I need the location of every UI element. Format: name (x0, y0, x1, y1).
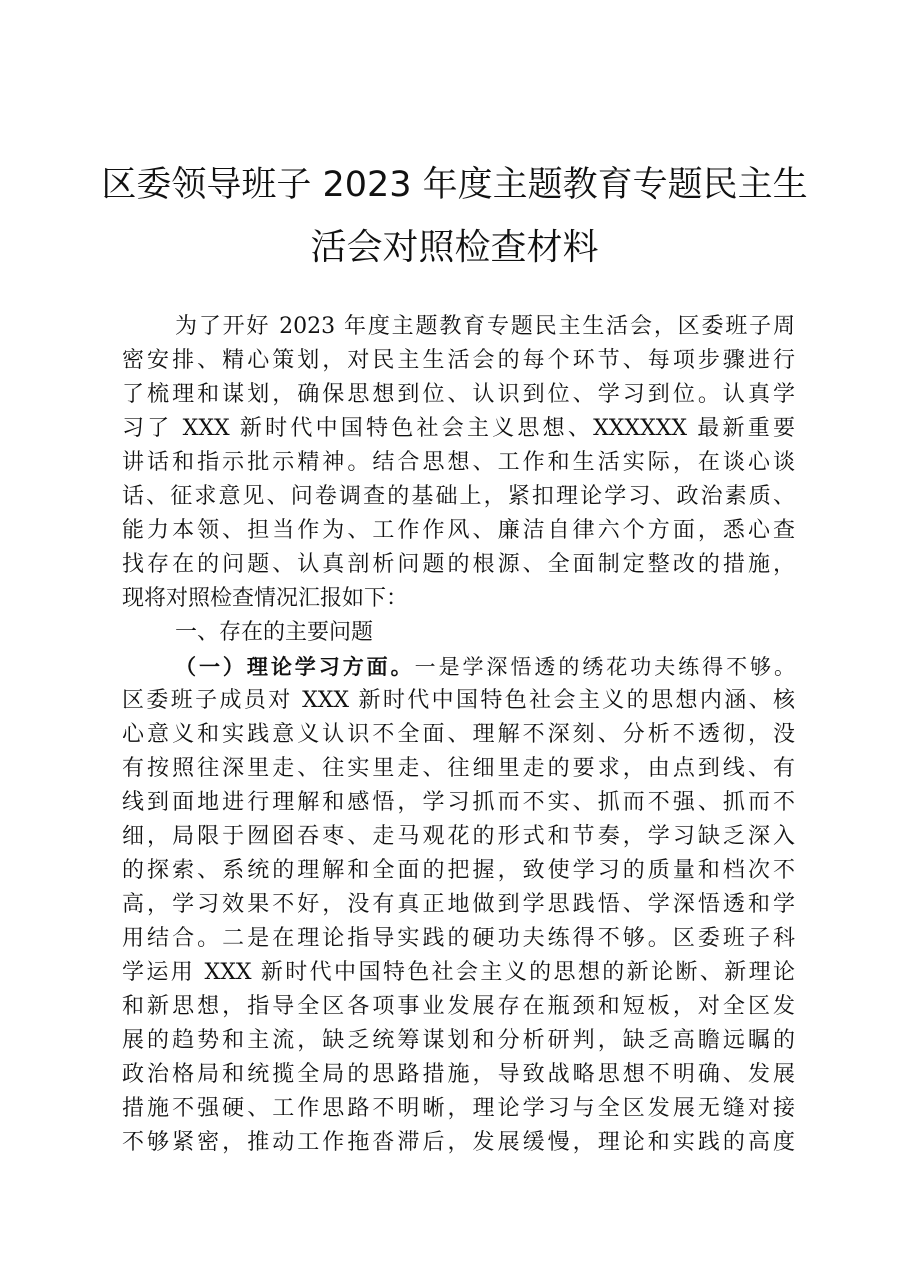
paragraph-line: 政治格局和统揽全局的思路措施，导致战略思想不明确、发展 (122, 1062, 795, 1087)
paragraph-line: 讲话和指示批示精神。结合思想、工作和生活实际，在谈心谈 (122, 450, 795, 475)
paragraph-line: 的探索、系统的理解和全面的把握，致使学习的质量和档次不 (122, 858, 795, 883)
paragraph-line: 能力本领、担当作为、工作作风、廉洁自律六个方面，悉心查 (122, 518, 795, 543)
document-title-line-1: 区委领导班子 2023 年度主题教育专题民主生 (101, 165, 808, 205)
subsection-label: （一）理论学习方面。 (175, 654, 415, 679)
paragraph-line: 找存在的问题、认真剖析问题的根源、全面制定整改的措施， (122, 552, 795, 577)
document-title-line-2: 活会对照检查材料 (310, 227, 599, 268)
paragraph-line: 为了开好 2023 年度主题教育专题民主生活会，区委班子周 (175, 314, 795, 339)
paragraph-line: 话、征求意见、问卷调查的基础上，紧扣理论学习、政治素质、 (122, 484, 795, 509)
paragraph-line: 心意义和实践意义认识不全面、理解不深刻、分析不透彻，没 (122, 722, 795, 747)
section-heading: 一、存在的主要问题 (175, 620, 374, 645)
subsection-first-line (175, 652, 795, 682)
paragraph-line: 习了 XXX 新时代中国特色社会主义思想、XXXXXX 最新重要 (122, 416, 795, 441)
paragraph-line: 学运用 XXX 新时代中国特色社会主义的思想的新论断、新理论 (122, 960, 795, 985)
paragraph-line: 用结合。二是在理论指导实践的硬功夫练得不够。区委班子科 (122, 926, 795, 951)
paragraph-line: 线到面地进行理解和感悟，学习抓而不实、抓而不强、抓而不 (122, 790, 795, 815)
paragraph-line: 和新思想，指导全区各项事业发展存在瓶颈和短板，对全区发 (122, 994, 795, 1019)
subsection-first-text: 一是学深悟透的绣花功夫练得不够。 (414, 655, 796, 679)
paragraph-line: 密安排、精心策划，对民主生活会的每个环节、每项步骤进行 (122, 348, 795, 373)
paragraph-line: 措施不强硬、工作思路不明晰，理论学习与全区发展无缝对接 (122, 1096, 795, 1121)
paragraph-line: 展的趋势和主流，缺乏统筹谋划和分析研判，缺乏高瞻远瞩的 (122, 1028, 795, 1053)
paragraph-line: 不够紧密，推动工作拖沓滞后，发展缓慢，理论和实践的高度 (122, 1130, 795, 1155)
paragraph-line: 高，学习效果不好，没有真正地做到学思践悟、学深悟透和学 (122, 892, 795, 917)
paragraph-line: 有按照往深里走、往实里走、往细里走的要求，由点到线、有 (122, 756, 795, 781)
paragraph-line: 细，局限于囫囵吞枣、走马观花的形式和节奏，学习缺乏深入 (122, 824, 795, 849)
paragraph-line: 区委班子成员对 XXX 新时代中国特色社会主义的思想内涵、核 (122, 688, 795, 713)
paragraph-line: 现将对照检查情况汇报如下： (122, 586, 409, 611)
paragraph-line: 了梳理和谋划，确保思想到位、认识到位、学习到位。认真学 (122, 382, 795, 407)
